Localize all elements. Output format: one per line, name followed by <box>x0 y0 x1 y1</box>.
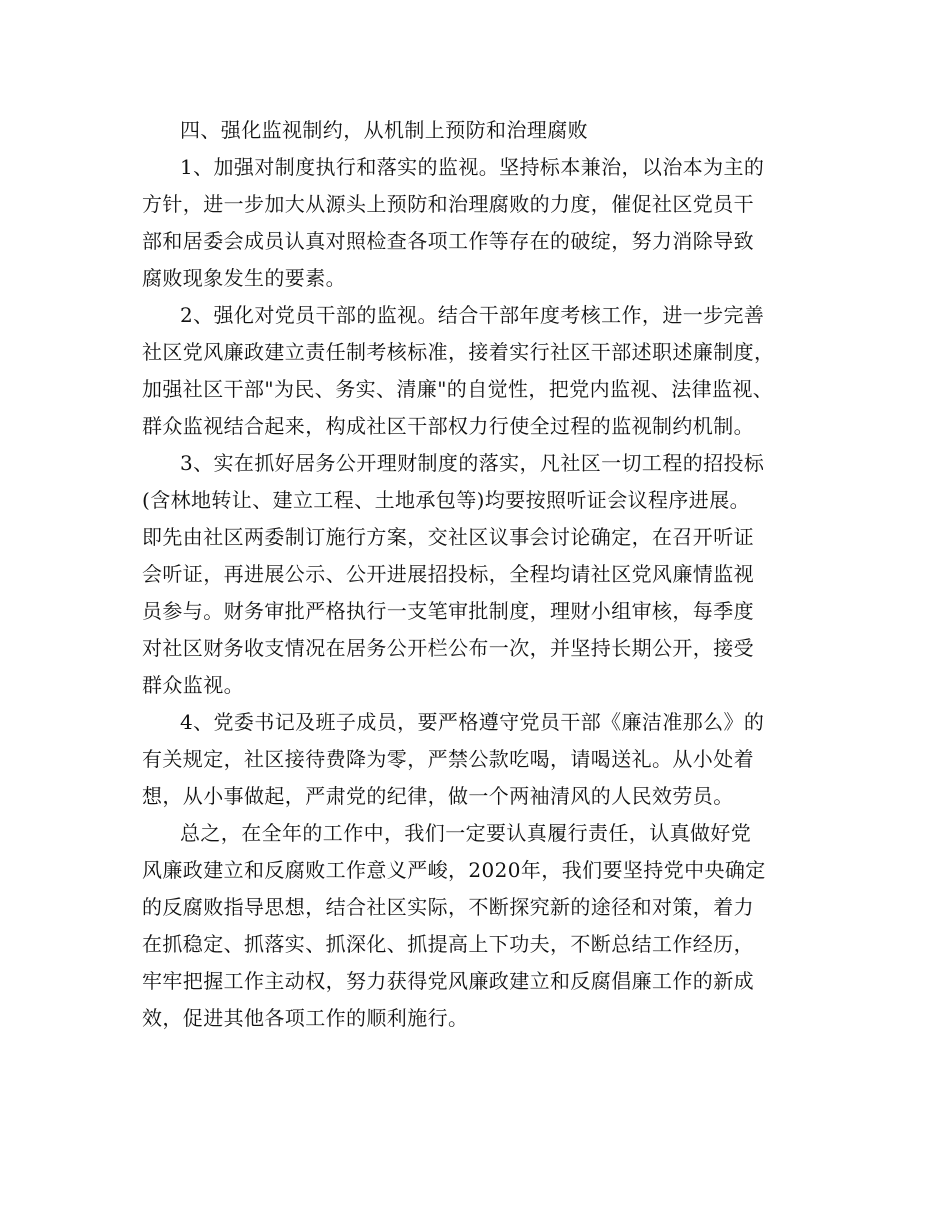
section-heading: 四、强化监视制约，从机制上预防和治理腐败 <box>180 118 588 142</box>
conclusion-line: 效，促进其他各项工作的顺利施行。 <box>142 1006 469 1030</box>
paragraph-3-line: 群众监视。 <box>142 673 244 697</box>
paragraph-2-line: 社区党风廉政建立责任制考核标准，接着实行社区干部述职述廉制度， <box>142 340 775 364</box>
document-body <box>142 112 810 1037</box>
paragraph-4-line: 想，从小事做起，严肃党的纪律，做一个两袖清风的人民效劳员。 <box>142 784 734 808</box>
paragraph-2-line: 加强社区干部"为民、务实、清廉"的自觉性，把党内监视、法律监视、 <box>142 377 774 401</box>
paragraph-4-line: 4、党委书记及班子成员，要严格遵守党员干部《廉洁准那么》的 <box>180 710 765 734</box>
paragraph-1-line: 部和居委会成员认真对照检查各项工作等存在的破绽，努力消除导致 <box>142 229 754 253</box>
paragraph-2-line: 群众监视结合起来，构成社区干部权力行使全过程的监视制约机制。 <box>142 414 754 438</box>
conclusion-line: 总之，在全年的工作中，我们一定要认真履行责任，认真做好党 <box>180 821 752 845</box>
conclusion-line: 风廉政建立和反腐败工作意义严峻，2020年，我们要坚持党中央确定 <box>142 858 766 882</box>
paragraph-1-line: 腐败现象发生的要素。 <box>142 266 346 290</box>
paragraph-4-line: 有关规定，社区接待费降为零，严禁公款吃喝，请喝送礼。从小处着 <box>142 747 754 771</box>
paragraph-3-line: 员参与。财务审批严格执行一支笔审批制度，理财小组审核，每季度 <box>142 599 754 623</box>
conclusion-line: 牢牢把握工作主动权，努力获得党风廉政建立和反腐倡廉工作的新成 <box>142 969 754 993</box>
paragraph-1-line: 1、加强对制度执行和落实的监视。坚持标本兼治，以治本为主的 <box>180 155 765 179</box>
conclusion-line: 的反腐败指导思想，结合社区实际，不断探究新的途径和对策，着力 <box>142 895 754 919</box>
paragraph-1-line: 方针，进一步加大从源头上预防和治理腐败的力度，催促社区党员干 <box>142 192 754 216</box>
paragraph-3-line: 3、实在抓好居务公开理财制度的落实，凡社区一切工程的招投标 <box>180 451 765 475</box>
paragraph-3-line: (含林地转让、建立工程、土地承包等)均要按照听证会议程序进展。 <box>142 488 751 512</box>
paragraph-3-line: 即先由社区两委制订施行方案，交社区议事会讨论确定，在召开听证 <box>142 525 754 549</box>
paragraph-3-line: 对社区财务收支情况在居务公开栏公布一次，并坚持长期公开，接受 <box>142 636 754 660</box>
paragraph-3-line: 会听证，再进展公示、公开进展招投标，全程均请社区党风廉情监视 <box>142 562 754 586</box>
paragraph-2-line: 2、强化对党员干部的监视。结合干部年度考核工作，进一步完善 <box>180 303 765 327</box>
conclusion-line: 在抓稳定、抓落实、抓深化、抓提高上下功夫，不断总结工作经历， <box>142 932 754 956</box>
